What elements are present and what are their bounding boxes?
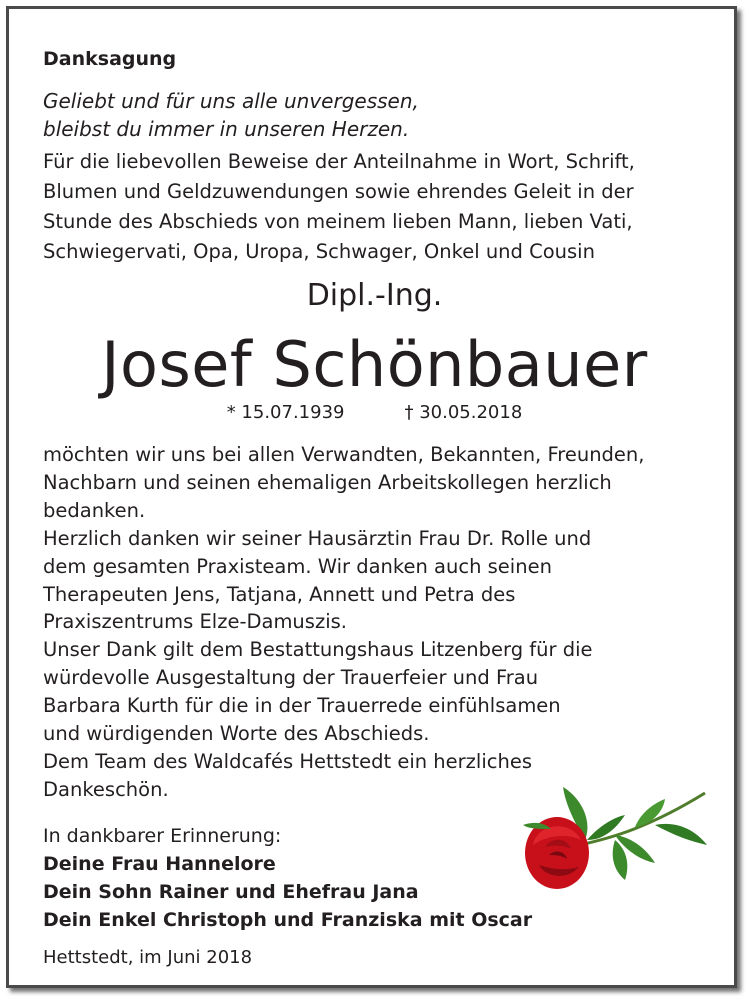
intro-line: Stunde des Abschieds von meinem lieben Mann, lieben Vati, [43, 210, 633, 233]
death-date: † 30.05.2018 [404, 402, 523, 423]
thanks-paragraph [43, 441, 645, 804]
closing-intro: In dankbarer Erinnerung: [43, 825, 282, 847]
body-line: Unser Dank gilt dem Bestattungshaus Litzenberg für die [43, 638, 593, 662]
motto-line: bleibst du immer in unseren Herzen. [43, 117, 410, 141]
notice-heading: Danksagung [43, 48, 177, 70]
signer-line: Dein Sohn Rainer und Ehefrau Jana [43, 881, 419, 903]
place-date: Hettstedt, im Juni 2018 [43, 947, 253, 968]
intro-line: Blumen und Geldzuwendungen sowie ehrendes Geleit in der [43, 180, 634, 203]
body-line: Barbara Kurth für die in der Trauerrede einfühlsamen [43, 694, 561, 718]
body-line: Herzlich danken wir seiner Hausärztin Frau Dr. Rolle und [43, 526, 592, 550]
body-line: Dem Team des Waldcafés Hettstedt ein herzliches [43, 749, 532, 773]
body-line: würdevolle Ausgestaltung der Trauerfeier und Frau [43, 666, 539, 690]
body-line: Therapeuten Jens, Tatjana, Annett und Petra des [43, 582, 516, 606]
deceased-name: Josef Schönbauer [101, 328, 648, 401]
motto-line: Geliebt und für uns alle unvergessen, [43, 89, 419, 113]
signer-line: Dein Enkel Christoph und Franziska mit Oscar [43, 909, 533, 931]
red-rose-icon [515, 785, 715, 895]
body-line: und würdigenden Worte des Abschieds. [43, 722, 430, 746]
body-line: Dankeschön. [43, 777, 169, 801]
intro-line: Schwiegervati, Opa, Uropa, Schwager, Onkel und Cousin [43, 240, 595, 263]
intro-line: Für die liebevollen Beweise der Anteilnahme in Wort, Schrift, [43, 150, 635, 173]
body-line: bedanken. [43, 498, 146, 522]
intro-paragraph [43, 147, 635, 267]
deceased-title: Dipl.-Ing. [306, 278, 443, 313]
signer-line: Deine Frau Hannelore [43, 853, 276, 875]
life-dates [0, 401, 749, 425]
body-line: möchten wir uns bei allen Verwandten, Bekannten, Freunden, [43, 443, 645, 466]
motto [43, 87, 419, 143]
birth-date: * 15.07.1939 [226, 402, 345, 423]
body-line: dem gesamten Praxisteam. Wir danken auch seinen [43, 554, 552, 578]
body-line: Nachbarn und seinen ehemaligen Arbeitskollegen herzlich [43, 470, 612, 494]
body-line: Praxiszentrums Elze-Damuszis. [43, 610, 347, 634]
closing-block [43, 822, 532, 934]
